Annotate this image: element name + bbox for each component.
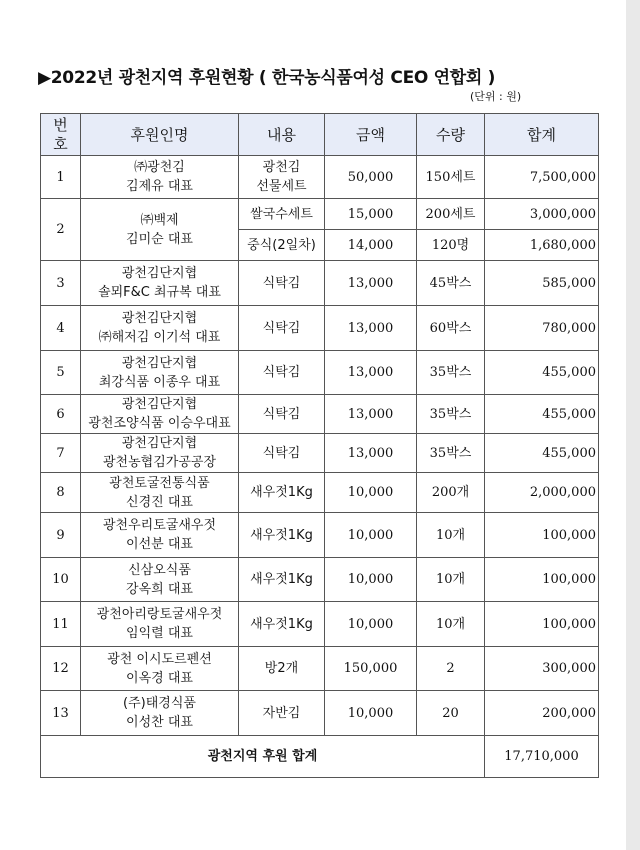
quantity-cell: 200세트 [417, 199, 485, 230]
donor-line: 광천 이시도르펜션 [107, 651, 212, 667]
content-line: 선물세트 [256, 179, 307, 194]
content-line: 식탁김 [262, 320, 301, 336]
header-donor: 후원인명 [81, 114, 239, 156]
donor-line: 최강식품 이종우 대표 [98, 374, 221, 390]
header-row [41, 114, 599, 156]
amount-cell: 13,000 [325, 434, 417, 473]
total-cell: 100,000 [485, 558, 599, 602]
quantity-cell: 10개 [417, 558, 485, 602]
donor-cell [81, 602, 239, 647]
summary-row [41, 736, 599, 778]
content-line: 새우젓1Kg [250, 527, 313, 543]
donor-cell [81, 199, 239, 261]
quantity-cell: 20 [417, 691, 485, 736]
amount-cell: 13,000 [325, 395, 417, 434]
row-number: 10 [41, 558, 81, 602]
row-number: 8 [41, 473, 81, 513]
row-number: 3 [41, 261, 81, 306]
donor-line: 김제유 대표 [126, 179, 193, 194]
donor-cell [81, 691, 239, 736]
table-row [41, 602, 599, 647]
donor-line: 강옥희 대표 [126, 581, 193, 597]
donor-cell [81, 473, 239, 513]
content-line: 식탁김 [262, 445, 301, 461]
donor-line: 광천농협김가공공장 [102, 455, 217, 470]
donor-line: 신삼오식품 [128, 562, 191, 578]
document-title: ▶2022년 광천지역 후원현황 ( 한국농식품여성 CEO 연합회 ) [38, 68, 496, 88]
table-row [41, 558, 599, 602]
table-row [41, 647, 599, 691]
quantity-cell: 35박스 [417, 395, 485, 434]
content-line: 광천김 [262, 160, 301, 175]
table-row [41, 199, 599, 230]
content-line: 식탁김 [262, 406, 301, 422]
donor-cell [81, 156, 239, 199]
donor-cell [81, 434, 239, 473]
amount-cell: 14,000 [325, 230, 417, 261]
content-cell [239, 513, 325, 558]
content-line: 방2개 [264, 661, 299, 676]
donor-cell [81, 261, 239, 306]
content-line: 식탁김 [262, 365, 301, 380]
donor-line: 솔뫼F&C 최규복 대표 [98, 285, 221, 300]
content-line: 새우젓1Kg [250, 485, 313, 500]
donor-line: 김미순 대표 [126, 231, 193, 247]
quantity-cell: 60박스 [417, 306, 485, 351]
content-cell [239, 558, 325, 602]
content-cell [239, 434, 325, 473]
donor-line: 신경진 대표 [126, 494, 193, 510]
total-cell: 455,000 [485, 351, 599, 395]
amount-cell: 50,000 [325, 156, 417, 199]
total-cell: 585,000 [485, 261, 599, 306]
total-cell: 100,000 [485, 602, 599, 647]
row-number: 5 [41, 351, 81, 395]
amount-cell: 10,000 [325, 602, 417, 647]
donor-line: 광천김단지협 [121, 311, 198, 326]
content-line: 식탁김 [262, 275, 301, 291]
unit-note: (단위 : 원) [470, 90, 522, 103]
table-row [41, 691, 599, 736]
amount-cell: 10,000 [325, 473, 417, 513]
donor-line: (주)태경식품 [123, 696, 196, 711]
total-cell: 300,000 [485, 647, 599, 691]
donation-table [40, 113, 599, 778]
total-cell: 3,000,000 [485, 199, 599, 230]
quantity-cell: 10개 [417, 602, 485, 647]
donor-cell [81, 306, 239, 351]
amount-cell: 10,000 [325, 691, 417, 736]
row-number: 2 [41, 199, 81, 261]
summary-value: 17,710,000 [485, 736, 599, 778]
row-number: 4 [41, 306, 81, 351]
amount-cell: 10,000 [325, 513, 417, 558]
row-number: 7 [41, 434, 81, 473]
amount-cell: 150,000 [325, 647, 417, 691]
quantity-cell: 120명 [417, 230, 485, 261]
donor-cell [81, 395, 239, 434]
donor-cell [81, 351, 239, 395]
content-cell [239, 306, 325, 351]
header-total: 합계 [485, 114, 599, 156]
header-quantity: 수량 [417, 114, 485, 156]
total-cell: 1,680,000 [485, 230, 599, 261]
table-row [41, 306, 599, 351]
total-cell: 100,000 [485, 513, 599, 558]
total-cell: 200,000 [485, 691, 599, 736]
content-line: 새우젓1Kg [250, 572, 313, 587]
donor-cell [81, 513, 239, 558]
donor-cell [81, 558, 239, 602]
header-amount: 금액 [325, 114, 417, 156]
table-row [41, 473, 599, 513]
content-cell [239, 691, 325, 736]
amount-cell: 10,000 [325, 558, 417, 602]
row-number: 1 [41, 156, 81, 199]
row-number: 6 [41, 395, 81, 434]
total-cell: 455,000 [485, 395, 599, 434]
row-number: 12 [41, 647, 81, 691]
quantity-cell: 45박스 [417, 261, 485, 306]
donor-line: 이성찬 대표 [126, 715, 193, 730]
header-number: 번 호 [41, 114, 81, 156]
donor-line: 광천우리토굴새우젓 [102, 518, 217, 533]
quantity-cell: 200개 [417, 473, 485, 513]
content-cell [239, 230, 325, 261]
table-row [41, 261, 599, 306]
amount-cell: 13,000 [325, 306, 417, 351]
quantity-cell: 35박스 [417, 434, 485, 473]
table-row [41, 351, 599, 395]
donor-line: 광천토굴전통식품 [109, 475, 210, 491]
donor-line: 이선분 대표 [126, 537, 193, 552]
content-line: 쌀국수세트 [250, 206, 313, 222]
donor-line: 광천아리랑토굴새우젓 [96, 607, 223, 622]
page-edge [626, 0, 640, 850]
quantity-cell: 150세트 [417, 156, 485, 199]
quantity-cell: 2 [417, 647, 485, 691]
content-cell [239, 395, 325, 434]
donor-line: ㈜광천김 [134, 160, 185, 175]
table-row [41, 434, 599, 473]
content-cell [239, 473, 325, 513]
donor-line: 광천김단지협 [121, 397, 198, 412]
amount-cell: 13,000 [325, 351, 417, 395]
donor-line: 광천김단지협 [121, 355, 198, 371]
content-cell [239, 261, 325, 306]
total-cell: 780,000 [485, 306, 599, 351]
content-line: 중식(2일차) [247, 237, 316, 253]
content-cell [239, 199, 325, 230]
header-content: 내용 [239, 114, 325, 156]
donor-line: 광천김단지협 [121, 436, 198, 451]
table-row [41, 513, 599, 558]
donor-line: ㈜해저김 이기석 대표 [98, 330, 221, 345]
table-row [41, 395, 599, 434]
table-row [41, 156, 599, 199]
content-cell [239, 647, 325, 691]
summary-label: 광천지역 후원 합계 [41, 736, 485, 778]
quantity-cell: 35박스 [417, 351, 485, 395]
content-cell [239, 156, 325, 199]
donor-cell [81, 647, 239, 691]
donor-line: 광천조양식품 이승우대표 [88, 416, 231, 431]
content-line: 새우젓1Kg [250, 616, 313, 632]
amount-cell: 13,000 [325, 261, 417, 306]
donor-line: ㈜백제 [140, 212, 179, 228]
donor-line: 임익렬 대표 [126, 626, 193, 641]
row-number: 11 [41, 602, 81, 647]
donor-line: 광천김단지협 [121, 266, 198, 281]
total-cell: 7,500,000 [485, 156, 599, 199]
row-number: 9 [41, 513, 81, 558]
content-cell [239, 351, 325, 395]
donor-line: 이옥경 대표 [126, 670, 193, 686]
total-cell: 455,000 [485, 434, 599, 473]
total-cell: 2,000,000 [485, 473, 599, 513]
row-number: 13 [41, 691, 81, 736]
amount-cell: 15,000 [325, 199, 417, 230]
quantity-cell: 10개 [417, 513, 485, 558]
content-line: 자반김 [262, 705, 301, 721]
content-cell [239, 602, 325, 647]
